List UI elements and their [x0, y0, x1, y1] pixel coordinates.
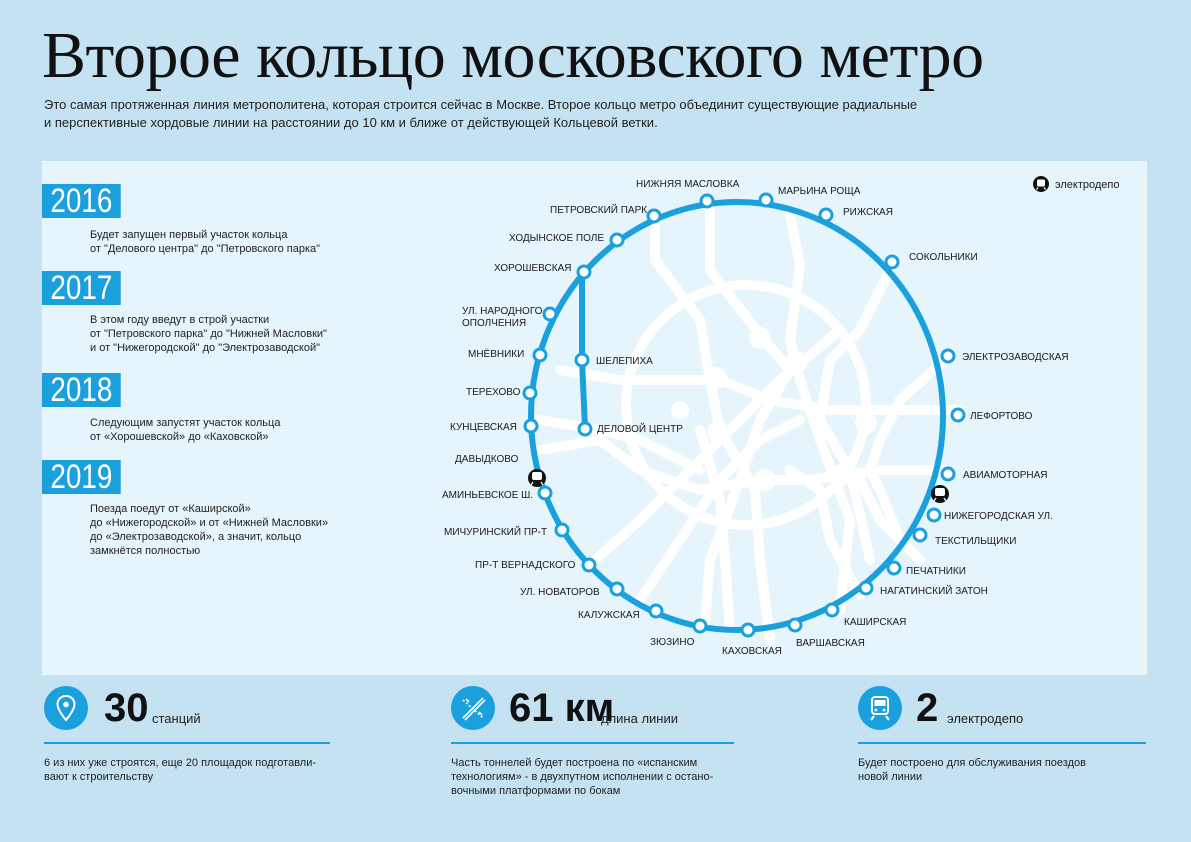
station-marker: [860, 582, 872, 594]
stat-length-number: 61 км: [509, 686, 615, 730]
year-badge: 2016: [42, 184, 121, 218]
station-label: КАЛУЖСКАЯ: [578, 610, 640, 621]
station-label: УЛ. НОВАТОРОВ: [520, 587, 600, 598]
station-label: МНЁВНИКИ: [468, 349, 525, 360]
station-label: НИЖНЯЯ МАСЛОВКА: [636, 179, 740, 190]
lede-line-1: Это самая протяженная линия метрополитена, которая строится сейчас в Москве. Второе кольцо метро объединит существующие радиальные: [44, 97, 918, 112]
station-marker: [789, 619, 801, 631]
depot-west: [528, 469, 546, 487]
timeline-line: В этом году введут в строй участки: [90, 314, 270, 326]
station-marker: [524, 387, 536, 399]
station-marker: [701, 195, 713, 207]
stat-stations-text: [44, 756, 316, 784]
station-marker: [576, 354, 588, 366]
divider: [858, 742, 1146, 744]
stat-text-line: Будет построено для обслуживания поездов: [858, 757, 1086, 769]
station-label: ПЕЧАТНИКИ: [906, 566, 966, 577]
station-marker: [611, 583, 623, 595]
station-marker: [742, 624, 754, 636]
station-marker: [583, 559, 595, 571]
stat-text-line: вочными платформами по бокам: [451, 785, 621, 797]
station-label: ЗЮЗИНО: [650, 637, 695, 648]
station-marker: [942, 468, 954, 480]
timeline-line: от "Делового центра" до "Петровского парка": [90, 243, 321, 255]
shelepikha-branch: [582, 272, 585, 428]
year-badge: 2017: [42, 271, 121, 305]
tunnel-icon: [451, 686, 495, 730]
timeline-line: от «Хорошевской» до «Каховской»: [90, 431, 269, 443]
stat-depot-text: [858, 756, 1086, 784]
divider: [44, 742, 330, 744]
timeline-line: Будет запущен первый участок кольца: [90, 229, 288, 241]
stat-text-line: новой линии: [858, 771, 923, 783]
station-label: НИЖЕГОРОДСКАЯ УЛ.: [944, 511, 1053, 522]
legend-depot-label: электродепо: [1055, 179, 1120, 191]
station-marker: [820, 209, 832, 221]
station-marker: [556, 524, 568, 536]
station-marker: [544, 308, 556, 320]
station-label: СОКОЛЬНИКИ: [909, 252, 978, 263]
stat-text-line: технологиям» - в двухпутном исполнении с остано-: [451, 771, 714, 783]
timeline-line: Поезда поедут от «Каширской»: [90, 503, 251, 515]
timeline-text: [90, 502, 328, 558]
station-marker: [826, 604, 838, 616]
station-label: ХОРОШЕВСКАЯ: [494, 263, 572, 274]
train-depot-icon: [1033, 176, 1049, 192]
lede-line-2: и перспективные хордовые линии на расстоянии до 10 км и ближе от действующей Кольцевой ветки.: [44, 115, 658, 130]
timeline-line: от "Петровского парка" до "Нижней Масловки": [90, 328, 327, 340]
station-marker: [694, 620, 706, 632]
station-marker: [914, 529, 926, 541]
station-marker: [611, 234, 623, 246]
stat-text-line: 6 из них уже строятся, еще 20 площадок подготавли-: [44, 757, 317, 769]
station-label: ВАРШАВСКАЯ: [796, 638, 865, 649]
station-marker: [534, 349, 546, 361]
stat-stations-number: 30: [104, 686, 149, 730]
station-label: ДЕЛОВОЙ ЦЕНТР: [597, 424, 683, 435]
divider: [451, 742, 734, 744]
station-label: АВИАМОТОРНАЯ: [963, 470, 1048, 481]
timeline-text: [90, 228, 320, 256]
station-label: МАРЬИНА РОЩА: [778, 186, 861, 197]
station-label: КАШИРСКАЯ: [844, 617, 907, 628]
station-marker: [650, 605, 662, 617]
station-label: ЛЕФОРТОВО: [970, 411, 1033, 422]
station-label: ШЕЛЕПИХА: [596, 356, 653, 367]
station-marker: [579, 423, 591, 435]
station-label: ХОДЫНСКОЕ ПОЛЕ: [509, 233, 604, 244]
station-label: МИЧУРИНСКИЙ ПР-Т: [444, 527, 548, 538]
year-badge: 2019: [42, 460, 121, 494]
depot-east: [931, 485, 949, 503]
timeline-text: [90, 313, 327, 355]
station-marker: [539, 487, 551, 499]
timeline-line: и от "Нижегородской" до "Электрозаводской": [90, 342, 321, 354]
timeline-text: [90, 416, 280, 444]
station-label: ДАВЫДКОВО: [455, 454, 519, 465]
station-label: ПР-Т ВЕРНАДСКОГО: [475, 560, 576, 571]
station-marker: [942, 350, 954, 362]
station-marker: [525, 420, 537, 432]
station-marker: [888, 562, 900, 574]
station-label: ЭЛЕКТРОЗАВОДСКАЯ: [962, 352, 1069, 363]
station-label: ПЕТРОВСКИЙ ПАРК: [550, 205, 648, 216]
stat-length-unit: длина линии: [601, 711, 679, 726]
stat-text-line: Часть тоннелей будет построена по «испанским: [451, 757, 698, 769]
station-label: АМИНЬЕВСКОЕ Ш.: [442, 490, 534, 501]
timeline-line: до «Нижегородской» и от «Нижней Масловки»: [90, 517, 329, 529]
train-icon: [858, 686, 902, 730]
stat-depot-number: 2: [916, 686, 939, 730]
station-marker: [886, 256, 898, 268]
station-label: ТЕРЕХОВО: [466, 387, 521, 398]
station-label: КАХОВСКАЯ: [722, 646, 782, 657]
station-label: КУНЦЕВСКАЯ: [450, 422, 517, 433]
station-label: РИЖСКАЯ: [843, 207, 893, 218]
station-label: ТЕКСТИЛЬЩИКИ: [935, 536, 1017, 547]
station-marker: [760, 194, 772, 206]
stat-length-text: [451, 756, 713, 798]
timeline-line: замкнётся полностью: [90, 545, 201, 557]
stat-depot-unit: электродепо: [947, 711, 1024, 726]
timeline-line: до «Электрозаводской», а значит, кольцо: [90, 531, 302, 543]
timeline-line: Следующим запустят участок кольца: [90, 417, 281, 429]
station-marker: [928, 509, 940, 521]
year-badge: 2018: [42, 373, 121, 407]
stat-text-line: вают к строительству: [44, 771, 154, 783]
station-marker: [952, 409, 964, 421]
stat-stations-unit: станций: [152, 711, 201, 726]
station-label: УЛ. НАРОДНОГО: [462, 306, 543, 317]
station-marker: [578, 266, 590, 278]
station-label: НАГАТИНСКИЙ ЗАТОН: [880, 586, 988, 597]
station-label: ОПОЛЧЕНИЯ: [462, 318, 527, 329]
map-pin-icon: [44, 686, 88, 730]
page-title: Второе кольцо московского метро: [42, 19, 984, 92]
station-marker: [648, 210, 660, 222]
